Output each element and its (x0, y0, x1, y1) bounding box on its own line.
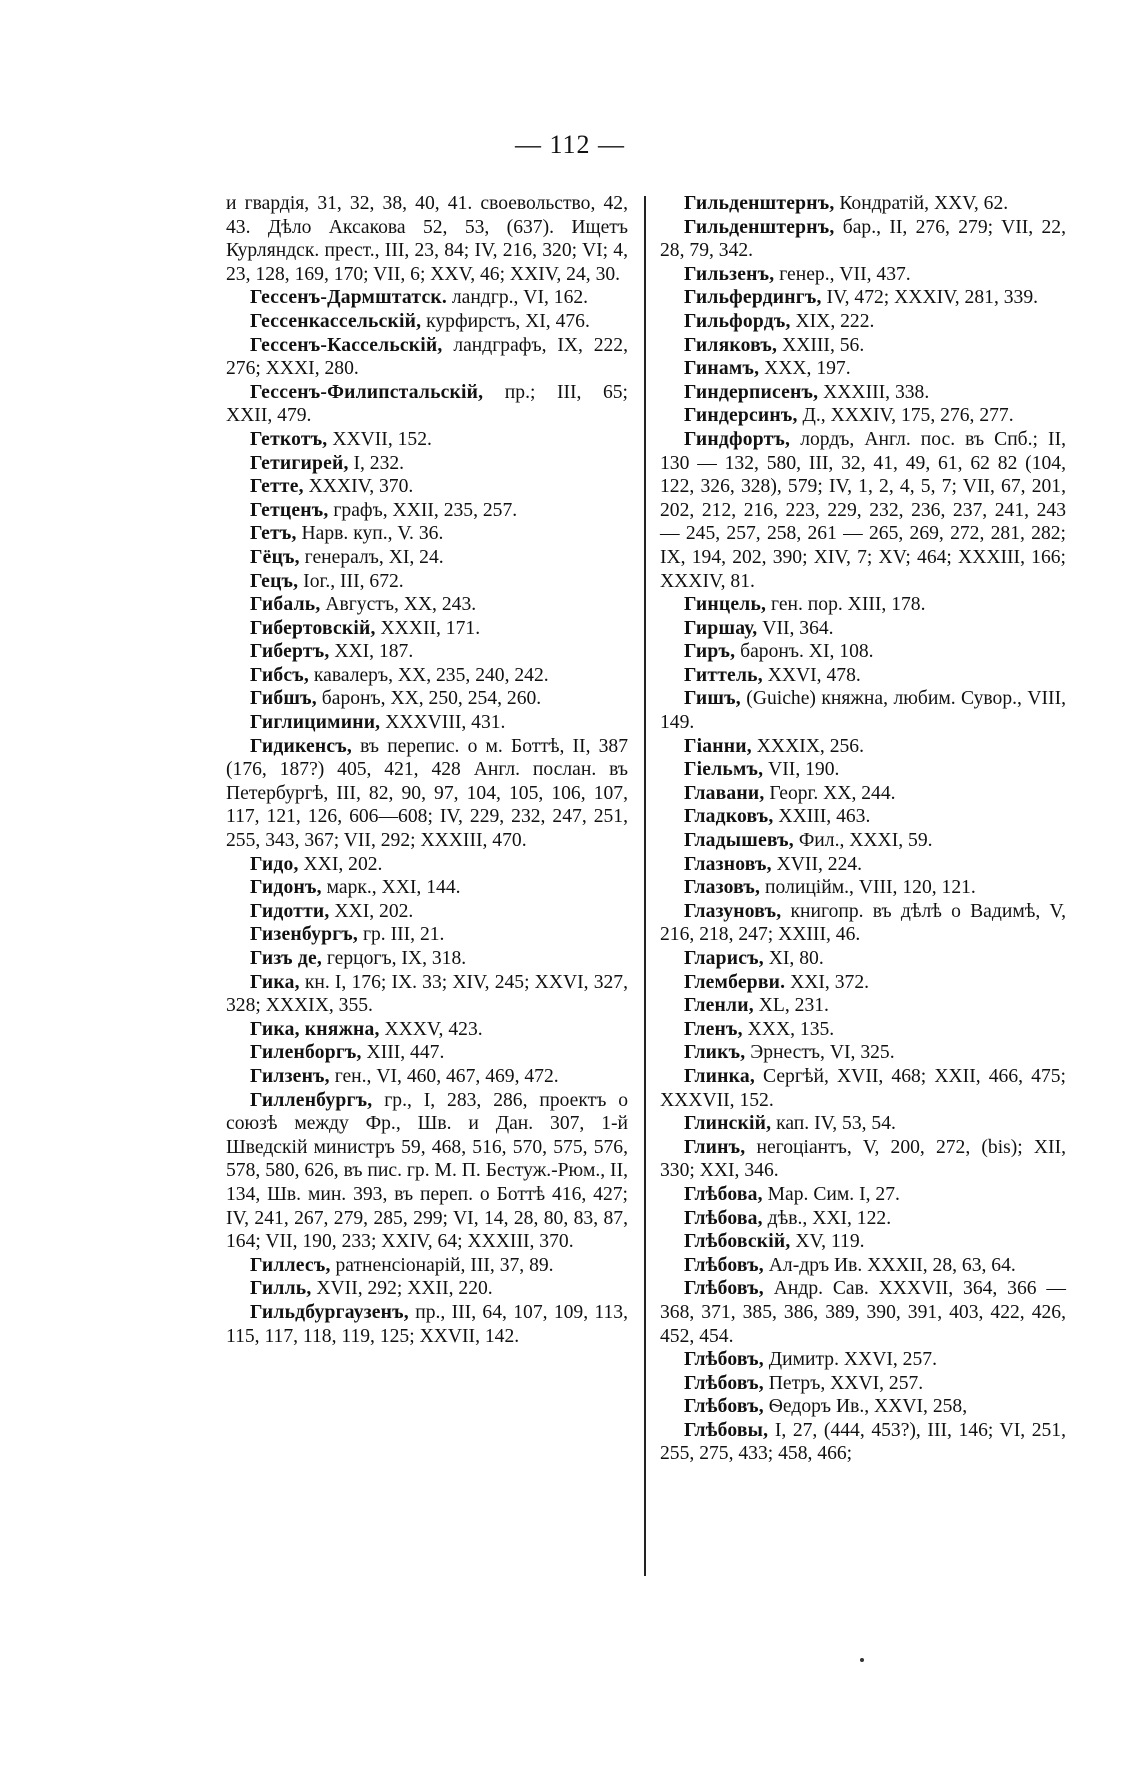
entry-headword: Гильзенъ, (684, 263, 775, 285)
entry-references: VII, 190. (763, 759, 840, 781)
entry-references: XXXIII, 338. (818, 381, 930, 403)
entry-references: XXXIX, 256. (751, 735, 864, 757)
entry-headword: Гетценъ, (250, 499, 329, 521)
entry-references: Ѳедоръ Ив., XXVI, 258, (763, 1396, 968, 1418)
entry-references: книгопр. въ дѣлѣ о Вадимѣ, V, 216, 218, 247; XXIII, 46. (660, 900, 1066, 946)
entry-references: Іог., III, 672. (298, 570, 404, 592)
entry-headword: Глѣбова, (684, 1207, 763, 1229)
index-entry (660, 805, 1066, 829)
entry-references: генералъ, XI, 24. (299, 546, 444, 568)
entry-references: ландграфъ, IX, 222, 276; XXXI, 280. (226, 334, 628, 380)
entry-references: Нарв. куп., V. 36. (296, 523, 444, 545)
entry-headword: Глазновъ, (684, 853, 772, 875)
entry-headword: Гишъ, (684, 688, 741, 710)
entry-headword: Гизенбургъ, (250, 924, 359, 946)
entry-references: XXXVIII, 431. (380, 712, 506, 734)
index-entry (226, 687, 628, 711)
index-entry (226, 381, 628, 428)
entry-headword: Главани, (684, 782, 765, 804)
index-entry (660, 263, 1066, 287)
entry-headword: Гіельмъ, (684, 759, 764, 781)
entry-headword: Гетте, (250, 476, 304, 498)
index-entry (226, 1041, 628, 1065)
index-entry (226, 900, 628, 924)
entry-headword: Гиршау, (684, 617, 758, 639)
entry-headword: Гиляковъ, (684, 334, 778, 356)
entry-references: ландгр., VI, 162. (446, 287, 589, 309)
index-entry (226, 192, 628, 286)
entry-references: XIX, 222. (790, 310, 875, 332)
column-divider (644, 196, 646, 1576)
index-entry (660, 1395, 1066, 1419)
index-entry (660, 1041, 1066, 1065)
index-entry (660, 900, 1066, 947)
index-entry (660, 286, 1066, 310)
entry-references: Петръ, XXVI, 257. (763, 1372, 924, 1394)
entry-headword: Гибертъ, (250, 641, 330, 663)
index-entry (660, 1112, 1066, 1136)
index-entry (660, 1136, 1066, 1183)
index-entry (660, 216, 1066, 263)
index-entry (660, 758, 1066, 782)
index-entry (226, 475, 628, 499)
index-entry (660, 404, 1066, 428)
entry-headword: Гильфордъ, (684, 310, 791, 332)
entry-references: I, 27, (444, 453?), III, 146; VI, 251, 255, 275, 433; 458, 466; (660, 1419, 1066, 1465)
index-entry (660, 947, 1066, 971)
entry-references: Августъ, XX, 243. (320, 594, 477, 616)
index-entry (660, 782, 1066, 806)
entry-headword: Гилзенъ, (250, 1065, 330, 1087)
entry-references: Эрнестъ, VI, 325. (745, 1042, 895, 1064)
index-entry (660, 1419, 1066, 1466)
entry-headword: Гессенкассельскій, (250, 310, 422, 332)
entry-references: Ал-дръ Ив. XXXII, 28, 63, 64. (763, 1254, 1016, 1276)
entry-headword: Гинамъ, (684, 358, 760, 380)
index-entry (226, 334, 628, 381)
entry-references: герцогъ, IX, 318. (321, 948, 467, 969)
entry-headword: Гидонъ, (250, 877, 322, 899)
entry-references: Д., XXXIV, 175, 276, 277. (797, 405, 1014, 427)
entry-references: генер., VII, 437. (774, 263, 911, 285)
entry-references: гр., I, 283, 286, проектъ о союзѣ между Фр., Шв. и Дан. 307, 1-й Шведскій министръ 59, 468, 516, 570, 575, 576, 578, 580, 626, въ пис. гр. М. П. Бестуж.-Рюм., II, 134, Шв. мин. 393, въ переп. о Боттѣ 416, 427; IV, 241, 267, 279, 285, 299; VI, 14, 28, 80, 83, 87, 164; VII, 190, 233; XXIV, 64; XXXIII, 370. (226, 1089, 628, 1253)
entry-references: XXX, 197. (759, 358, 851, 380)
entry-headword: Гильдбургаузенъ, (250, 1301, 409, 1323)
entry-headword: Гилленбургъ, (250, 1089, 373, 1111)
entry-references: XXI, 202. (298, 853, 383, 875)
index-entry (226, 1089, 628, 1254)
entry-references: ратненсіонарій, III, 37, 89. (330, 1254, 554, 1276)
entry-headword: Гидо, (250, 853, 299, 875)
entry-headword: Гладышевъ, (684, 830, 794, 852)
entry-headword: Гіанни, (684, 735, 752, 757)
entry-headword: Гиндерписенъ, (684, 381, 819, 403)
index-entry (226, 735, 628, 853)
entry-references: Фил., XXXI, 59. (793, 830, 933, 852)
entry-headword: Гессенъ-Кассельскій, (250, 334, 443, 356)
index-entry (660, 593, 1066, 617)
entry-references: I, 232. (348, 452, 405, 474)
entry-references: XXI, 202. (329, 900, 414, 922)
index-entry (226, 428, 628, 452)
entry-references: XXVI, 478. (762, 664, 861, 686)
entry-references: кавалеръ, XX, 235, 240, 242. (309, 664, 549, 686)
entry-headword: Гларисъ, (684, 948, 764, 969)
entry-headword: Гиндфортъ, (684, 428, 791, 450)
right-column (660, 192, 1066, 1466)
entry-headword: Гильденштернъ, (684, 193, 835, 214)
entry-headword: Гетъ, (250, 523, 297, 545)
entry-references: XV, 119. (790, 1231, 865, 1253)
entry-headword: Гетигирей, (250, 452, 349, 474)
entry-references: и гвардія, 31, 32, 38, 40, 41. своевольство, 42, 43. Дѣло Аксакова 52, 53, (637). Ищетъ Курляндск. прест., III, 23, 84; IV, 216, 320; VI; 4, 23, 128, 169, 170; VII, 6; XXV, 46; XXIV, 24, 30. (226, 193, 628, 285)
entry-references: бар., II, 276, 279; VII, 22, 28, 79, 342. (660, 216, 1066, 262)
entry-references: VII, 364. (757, 617, 834, 639)
entry-references: XXVII, 152. (327, 428, 432, 450)
entry-references: кн. I, 176; IX. 33; XIV, 245; XXVI, 327, 328; XXXIX, 355. (226, 971, 628, 1017)
index-entry (660, 1065, 1066, 1112)
entry-references: XVII, 224. (771, 853, 863, 875)
entry-headword: Гленъ, (684, 1018, 743, 1040)
index-entry (660, 192, 1066, 216)
entry-references: пр., III, 64, 107, 109, 113, 115, 117, 118, 119, 125; XXVII, 142. (226, 1301, 628, 1347)
entry-headword: Гибсъ, (250, 664, 310, 686)
entry-headword: Глѣбовскій, (684, 1231, 791, 1253)
entry-headword: Гладковъ, (684, 806, 774, 828)
entry-headword: Глемберви. (684, 971, 786, 993)
index-entry (226, 853, 628, 877)
index-entry (660, 664, 1066, 688)
index-entry (226, 1301, 628, 1348)
index-entry (226, 546, 628, 570)
index-entry (660, 687, 1066, 734)
index-entry (226, 971, 628, 1018)
entry-references: XL, 231. (753, 995, 829, 1017)
entry-references: (Guiche) княжна, любим. Сувор., VIII, 149. (660, 688, 1066, 734)
index-entry (226, 640, 628, 664)
entry-references: гр. III, 21. (358, 924, 445, 946)
entry-headword: Глѣбовъ, (684, 1372, 764, 1394)
entry-headword: Глинка, (684, 1065, 755, 1087)
index-entry (226, 923, 628, 947)
index-entry (660, 617, 1066, 641)
left-column (226, 192, 628, 1348)
entry-references: IV, 472; XXXIV, 281, 339. (821, 287, 1039, 309)
entry-references: кап. IV, 53, 54. (771, 1113, 896, 1135)
index-entry (660, 357, 1066, 381)
entry-headword: Глѣбовы, (684, 1419, 769, 1441)
entry-headword: Глѣбовъ, (684, 1396, 764, 1418)
index-entry (226, 876, 628, 900)
entry-headword: Глинъ, (684, 1136, 746, 1158)
entry-references: XXIII, 56. (777, 334, 865, 356)
index-entry (226, 570, 628, 594)
index-entry (660, 853, 1066, 877)
entry-references: XXIII, 463. (773, 806, 871, 828)
entry-references: Георг. XX, 244. (764, 782, 896, 804)
entry-references: XXI, 187. (329, 641, 414, 663)
index-entry (660, 1183, 1066, 1207)
index-entry (226, 1018, 628, 1042)
entry-references: курфирстъ, XI, 476. (421, 310, 590, 332)
entry-headword: Гиндерсинъ, (684, 405, 798, 427)
index-entry (226, 593, 628, 617)
index-entry (226, 1277, 628, 1301)
entry-headword: Гинцель, (684, 594, 767, 616)
index-entry (660, 971, 1066, 995)
index-entry (660, 640, 1066, 664)
entry-headword: Гидикенсъ, (250, 735, 353, 757)
index-entry (226, 617, 628, 641)
entry-references: баронъ. XI, 108. (735, 641, 874, 663)
index-entry (226, 1254, 628, 1278)
index-entry (226, 947, 628, 971)
entry-headword: Глѣбовъ, (684, 1278, 764, 1300)
index-entry (660, 829, 1066, 853)
entry-headword: Глазовъ, (684, 877, 761, 899)
index-entry (660, 428, 1066, 593)
entry-references: пр.; III, 65; XXII, 479. (226, 381, 628, 427)
index-entry (660, 1372, 1066, 1396)
index-entry (226, 664, 628, 688)
index-entry (660, 1207, 1066, 1231)
entry-references: XXXIV, 370. (303, 476, 414, 498)
entry-references: лордъ, Англ. пос. въ Спб.; II, 130 — 132, 580, III, 32, 41, 49, 61, 62 82 (104, 122, 326, 328), 579; IV, 1, 2, 4, 5, 7; VII, 67, 201, 202, 212, 216, 223, 229, 232, 236, 237, 241, 243 — 245, 257, 258, 261 — 265, 269, 272, 281, 282; IX, 194, 202, 390; XIV, 7; XV; 464; XXXIII, 166; XXXIV, 81. (660, 428, 1066, 592)
entry-references: негоціантъ, V, 200, 272, (bis); XII, 330; XXI, 346. (660, 1136, 1066, 1182)
entry-headword: Глинскій, (684, 1113, 772, 1135)
entry-headword: Глѣбовъ, (684, 1349, 764, 1371)
entry-references: XXI, 372. (785, 971, 870, 993)
entry-references: марк., XXI, 144. (321, 877, 461, 899)
entry-headword: Гибшъ, (250, 688, 317, 710)
entry-headword: Гессенъ-Дармштатск. (250, 287, 447, 309)
entry-headword: Гибертовскій, (250, 617, 376, 639)
entry-references: Димитр. XXVI, 257. (763, 1349, 937, 1371)
entry-references: XVII, 292; XXII, 220. (311, 1278, 493, 1300)
entry-headword: Гибаль, (250, 594, 321, 616)
entry-references: Кондратій, XXV, 62. (834, 193, 1009, 214)
entry-headword: Глѣбовъ, (684, 1254, 764, 1276)
entry-headword: Гизъ де, (250, 948, 322, 969)
index-entry (660, 1277, 1066, 1348)
index-entry (226, 452, 628, 476)
entry-references: Мар. Сим. I, 27. (762, 1183, 900, 1205)
entry-headword: Гика, княжна, (250, 1018, 380, 1040)
entry-references: ген. пор. XIII, 178. (766, 594, 926, 616)
entry-references: XXXV, 423. (379, 1018, 483, 1040)
index-entry (660, 1230, 1066, 1254)
entry-headword: Гика, (250, 971, 300, 993)
index-entry (660, 735, 1066, 759)
entry-headword: Гидотти, (250, 900, 330, 922)
entry-headword: Гессенъ-Филипстальскій, (250, 381, 484, 403)
index-entry (660, 334, 1066, 358)
entry-references: Сергѣй, XVII, 468; XXII, 466, 475; XXXVII, 152. (660, 1065, 1066, 1111)
entry-references: въ перепис. о м. Боттѣ, II, 387 (176, 187?) 405, 421, 428 Англ. послан. въ Петербургѣ, III, 82, 90, 97, 104, 105, 106, 107, 117, 121, 126, 606—608; IV, 229, 232, 247, 251, 255, 343, 367; VII, 292; XXXIII, 470. (226, 735, 628, 852)
entry-headword: Гильденштернъ, (684, 216, 835, 238)
entry-references: XXXII, 171. (375, 617, 481, 639)
entry-headword: Гиленборгъ, (250, 1042, 362, 1064)
index-entry (660, 1348, 1066, 1372)
entry-headword: Гиглицимини, (250, 712, 381, 734)
entry-headword: Геткотъ, (250, 428, 328, 450)
entry-references: XI, 80. (763, 948, 824, 969)
entry-headword: Гецъ, (250, 570, 299, 592)
entry-references: ген., VI, 460, 467, 469, 472. (329, 1065, 559, 1087)
index-entry (226, 310, 628, 334)
entry-headword: Гилль, (250, 1278, 312, 1300)
index-entry (660, 381, 1066, 405)
entry-references: полиційм., VIII, 120, 121. (760, 877, 976, 899)
entry-headword: Глѣбова, (684, 1183, 763, 1205)
entry-references: баронъ, XX, 250, 254, 260. (316, 688, 542, 710)
entry-headword: Гленли, (684, 995, 754, 1017)
entry-references: графъ, XXII, 235, 257. (328, 499, 518, 521)
index-entry (660, 994, 1066, 1018)
ink-speck (860, 1658, 864, 1662)
index-entry (660, 1254, 1066, 1278)
index-entry (226, 499, 628, 523)
index-entry (660, 310, 1066, 334)
entry-headword: Гильфердингъ, (684, 287, 822, 309)
index-entry (226, 522, 628, 546)
entry-headword: Гликъ, (684, 1042, 746, 1064)
entry-headword: Гиллесъ, (250, 1254, 331, 1276)
entry-references: XXX, 135. (742, 1018, 835, 1040)
index-entry (660, 1018, 1066, 1042)
index-entry (226, 286, 628, 310)
index-entry (226, 711, 628, 735)
index-entry (660, 876, 1066, 900)
index-entry (226, 1065, 628, 1089)
entry-headword: Гиттель, (684, 664, 763, 686)
entry-headword: Глазуновъ, (684, 900, 782, 922)
entry-references: дѣв., XXI, 122. (762, 1207, 892, 1229)
entry-headword: Гёцъ, (250, 546, 300, 568)
entry-references: XIII, 447. (361, 1042, 445, 1064)
page-number: — 112 — (514, 130, 626, 159)
entry-references: Андр. Сав. XXXVII, 364, 366 — 368, 371, 385, 386, 389, 390, 391, 403, 422, 426, 452, 454. (660, 1278, 1066, 1347)
entry-headword: Гиръ, (684, 641, 736, 663)
